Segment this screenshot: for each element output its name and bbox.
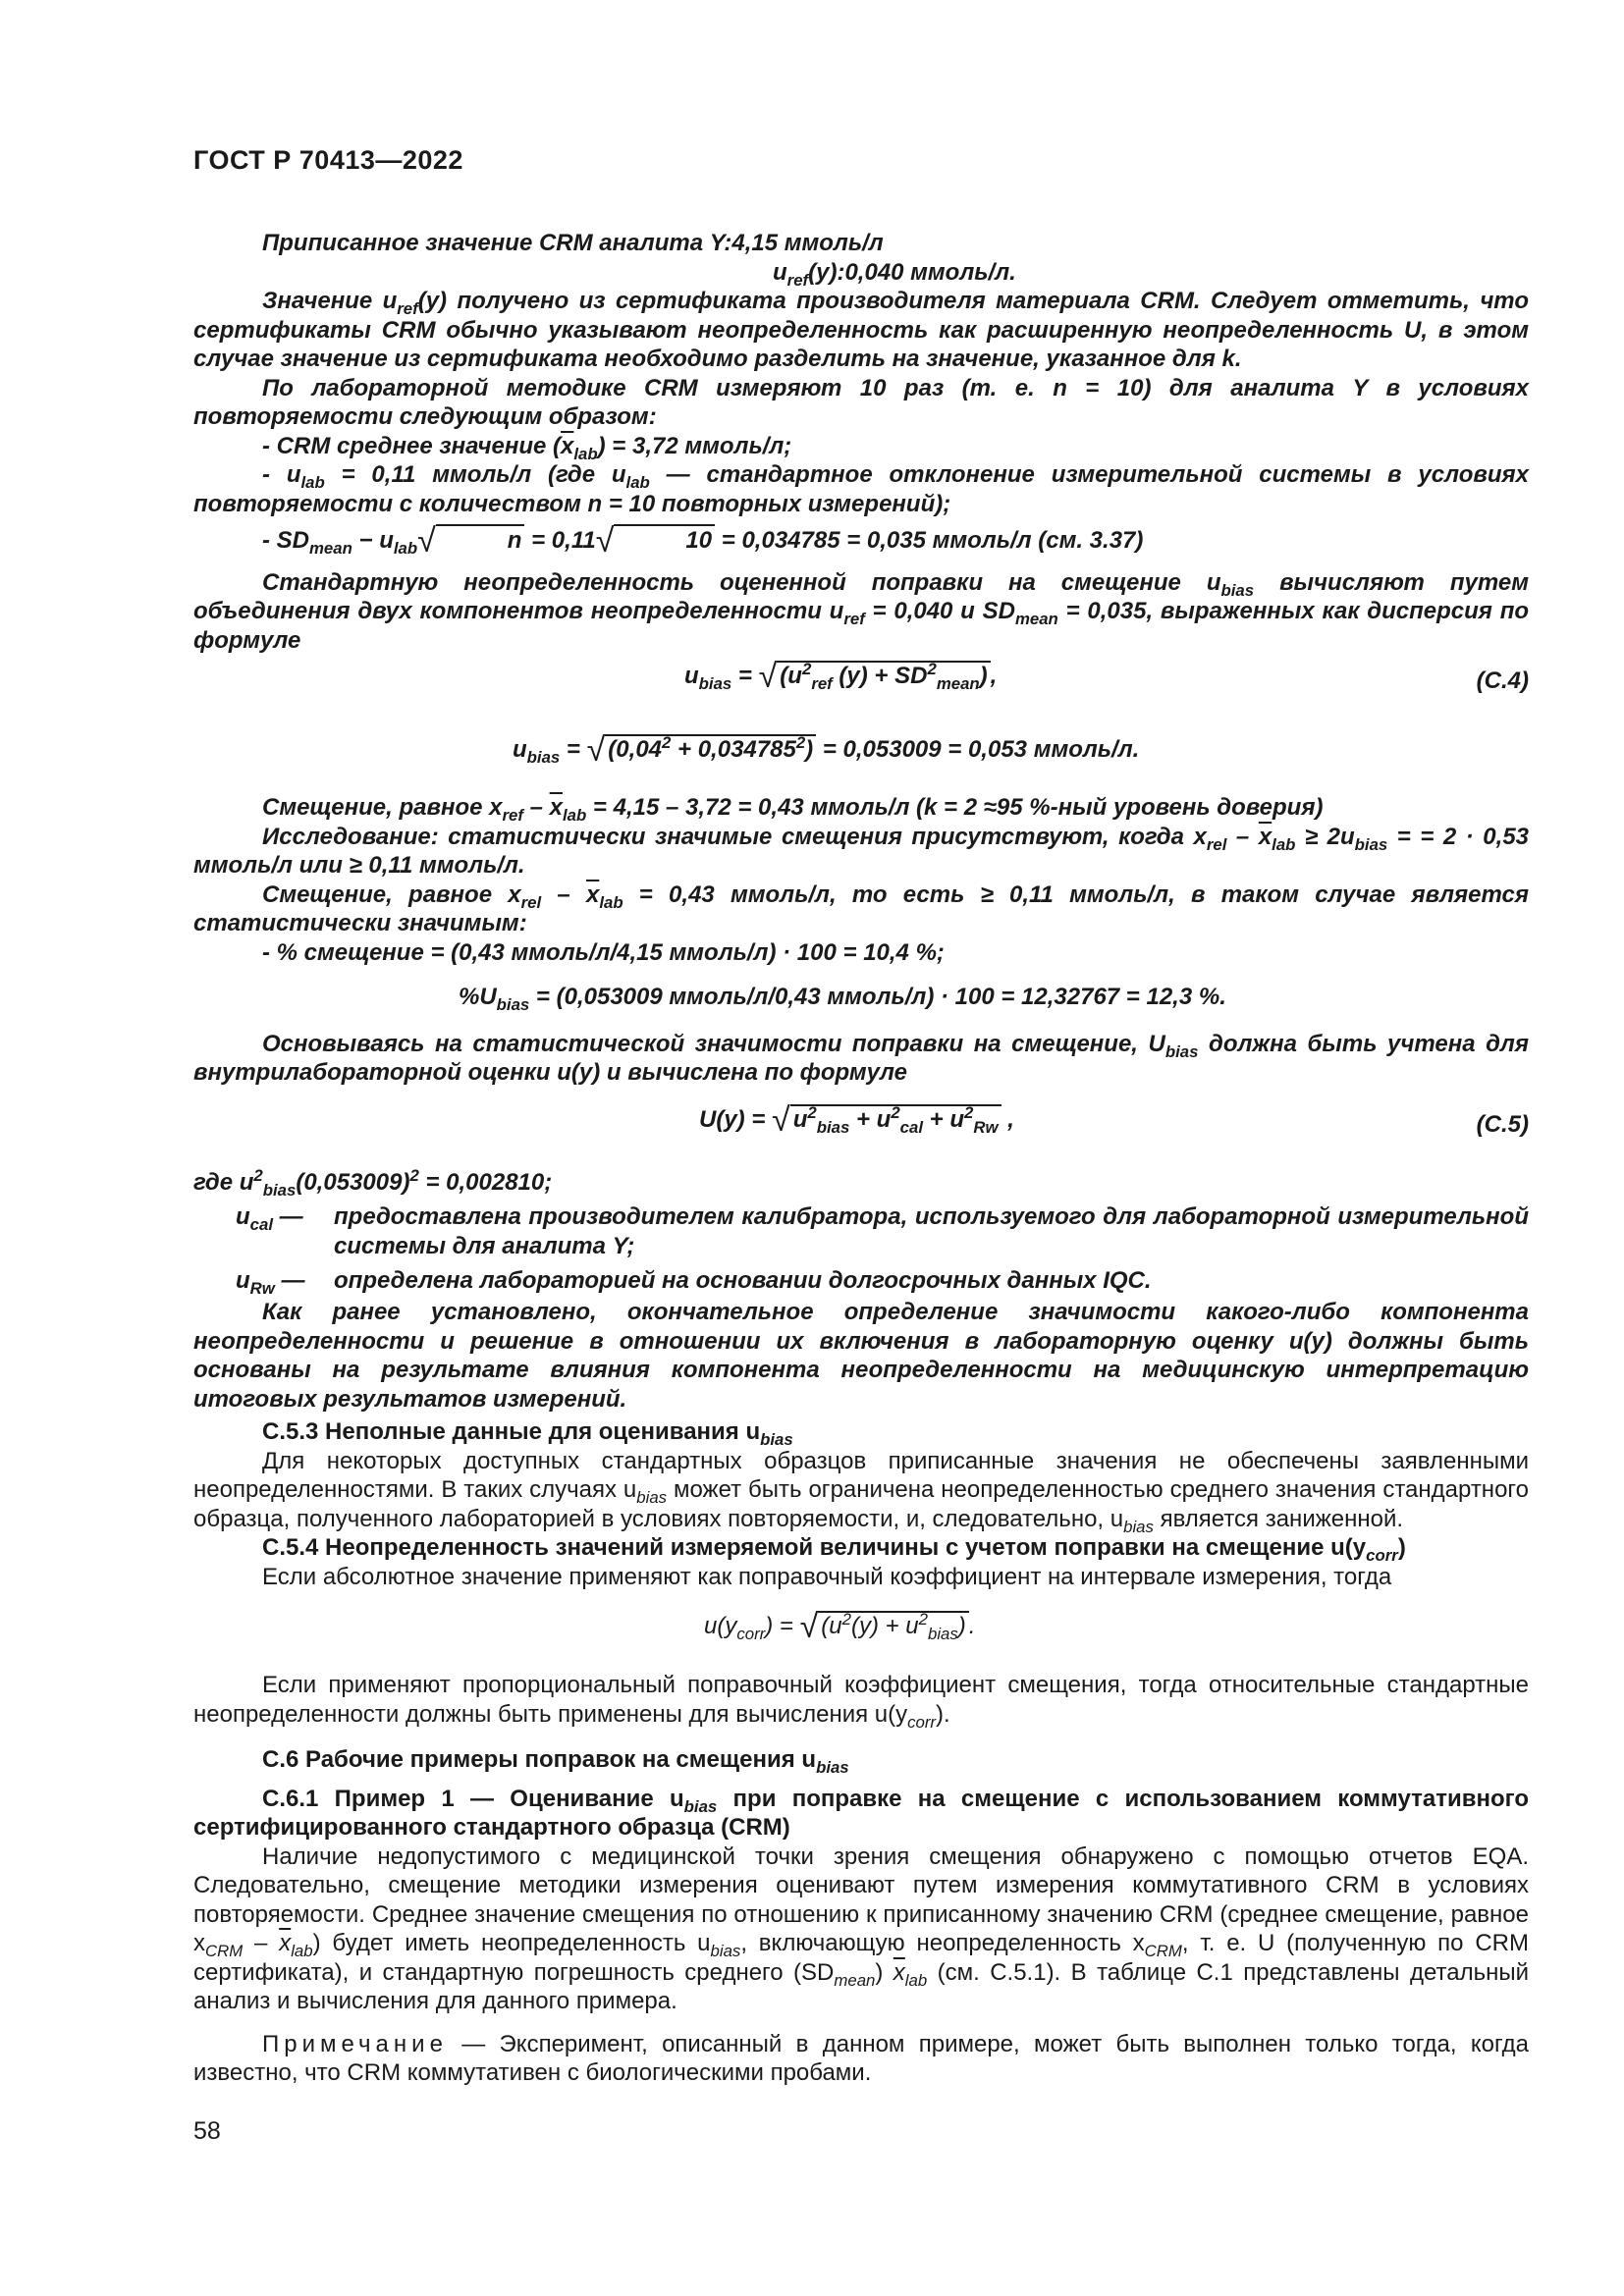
equation-number: (C.5) — [1476, 1111, 1529, 1138]
formula-line: - $SD_{mean} - u_{lab}√$ n = 0,11√ 10 = 0,034785 = 0,035 ммоль/л (см. 3.37) — [262, 522, 1144, 560]
equation-number: (C.4) — [1476, 667, 1529, 694]
section-c-5-3: С.5.3 Неполные данные для оценивания $u_{bias}$ Для некоторых доступных стандартных образцов приписанные значения не обеспечены заявленными неопределенностями. В таких случаях $u_{bias}$ может быть ограничена неопределенностью среднего значения стандартного образца, полученного лабораторией в условиях повторяемости, и, следовательно, $u_{bias}$ является заниженной. С.5.4 Неопределенность значений измеряемой величины с учетом поправки на смещение $u(y_{corr})$ Если абсолютное значение применяют как поправочный коэффициент на интервале измерения, тогда — [193, 1418, 1529, 1590]
section-c-6: С.6 Рабочие примеры поправок на смещения $u_{bias}$ С.6.1 Пример 1 — Оценивание $u_{bias}$ при поправке на смещение с использованием коммутативного сертифицированного стандартного образца (CRM) Наличие недопустимого с медицинской точки зрения смещения обнаружено с помощью отчетов EQA. Следовательно, смещение методики измерения оценивают путем измерения коммутативного CRM в условиях повторяемости. Среднее значение смещения по отношению к приписанному значению CRM (среднее смещение, равное $x_{CRM} - \overline{x}_{lab}$) будет иметь неопределенность $u_{bias}$, включающую неопределенность $x_{CRM}$, т. е. U (полученную по CRM сертификата), и стандартную погрешность среднего $(SD_{mean})$ $\overline{x}_{lab}$ (см. С.5.1). В таблице С.1 представлены детальный анализ и вычисления для данного примера. Примечание — Эксперимент, описанный в данном примере, может быть выполнен только тогда, когда известно, что CRM коммутативен с биологическими пробами. — [193, 1746, 1530, 2086]
equation-c4-values: $u_{bias}$ = √ $(0,04^2 + 0,034785^2) = 0,053009 = 0,053$ ммоль/л. — [513, 731, 1140, 769]
section-heading: С.5.3 Неполные данные для оценивания $u_{bias}$ — [262, 1418, 793, 1449]
where-line: где $u^2_{bias}(0,053009)^2 = 0,002810$; — [193, 1166, 553, 1200]
equation-c5: U(y) = √ $u^2_{bias} + u^2_{cal} + u^2_{Rw}$ , (C.5) — [699, 1101, 1529, 1139]
term-definition: $u_{cal}$ — предоставлена производителем калибратора, используемого для лабораторной измерительной системы для аналита Y; — [236, 1203, 1529, 1259]
document-header: ГОСТ Р 70413—2022 — [193, 145, 463, 175]
note: Примечание — Эксперимент, описанный в данном примере, может быть выполнен только тогда, когда известно, что CRM коммутативен с биологическими пробами. — [193, 2030, 1529, 2086]
paragraph: Смещение, равное $x_{ref} - \overline{x}_{lab} = 4,15 - 3,72 = 0,43$ ммоль/л (k = 2 ≈95 %-ный уровень доверия) Исследование: статистически значимые смещения присутствуют, когда $x_{rel} - \overline{x}_{lab} \ge 2u_{bias}$ = = 2 · 0,53 ммоль/л или ≥ 0,11 ммоль/л. Смещение, равное $x_{rel} - \overline{x}_{lab} = 0,43$ ммоль/л, то есть ≥ 0,11 ммоль/л, в таком случае является статистически значимым: - % смещение = (0,43 ммоль/л/4,15 ммоль/л) · 100 = 10,4 %; $\%U_{bias} = (0,053009$ ммоль/л/0,43 ммоль/л) · 100 = 12,32767 = 12,3 %. Основываясь на статистической значимости поправки на смещение, $U_{bias}$ должна быть учтена для внутрилабораторной оценки u(y) и вычислена по формуле — [193, 794, 1530, 1086]
paragraph: Если применяют пропорциональный поправочный коэффициент смещения, тогда относительные стандартные неопределенности должны быть применены для вычисления $u(y_{corr})$. — [193, 1672, 1529, 1732]
paragraph: Как ранее установлено, окончательное определение значимости какого-либо компонента неопределенности и решение в отношении их включения в лабораторную оценку u(y) должны быть основаны на результате влияния компонента неопределенности на медицинскую интерпретацию итоговых результатов измерений. — [193, 1299, 1529, 1413]
term-definition: $u_{Rw}$ — определена лабораторией на основании долгосрочных данных IQC. — [236, 1267, 1152, 1298]
section-heading: С.6.1 Пример 1 — Оценивание $u_{bias}$ при поправке на смещение с использованием коммутативного сертифицированного стандартного образца (CRM) — [193, 1785, 1529, 1841]
section-heading: С.5.4 Неопределенность значений измеряемой величины с учетом поправки на смещение $u(y_{corr})$ — [262, 1534, 1406, 1565]
page-number: 58 — [193, 2117, 221, 2145]
section-heading: С.6 Рабочие примеры поправок на смещения $u_{bias}$ — [262, 1746, 849, 1777]
paragraph: Приписанное значение CRM аналита Y:4,15 ммоль/л $u_{ref}(y):0,040$ ммоль/л. Значение $u_{ref}(y)$ получено из сертификата производителя материала CRM. Следует отметить, что сертификаты CRM обычно указывают неопределенность как расширенную неопределенность U, в этом случае значение из сертификата необходимо разделить на значение, указанное для k. По лабораторной методике CRM измеряют 10 раз (т. е. n = 10) для аналита Y в условиях повторяемости следующим образом: - CRM среднее значение $(\overline{x}_{lab}) = 3,72$ ммоль/л; - $u_{lab} = 0,11$ ммоль/л (где $u_{lab}$ — стандартное отклонение измерительной системы в условиях повторяемости с количеством n = 10 повторных измерений); - $SD_{mean} - u_{lab}√$ n = 0,11√ 10 = 0,034785 = 0,035 ммоль/л (см. 3.37) Стандартную неопределенность оцененной поправки на смещение $u_{bias}$ вычисляют путем объединения двух компонентов неопределенности $u_{ref} = 0,040$ и $SD_{mean} = 0,035$, выраженных как дисперсия по формуле — [193, 230, 1530, 654]
equation-ucorr: $u(y_{corr})$ = √ $(u^2(y) + u^2_{bias})$ . — [704, 1608, 976, 1645]
equation-c4: $u_{bias}$ = √ ($u^2_{ref}$ $(y) + SD^2_{mean}$) , (C.4) — [684, 658, 1529, 695]
